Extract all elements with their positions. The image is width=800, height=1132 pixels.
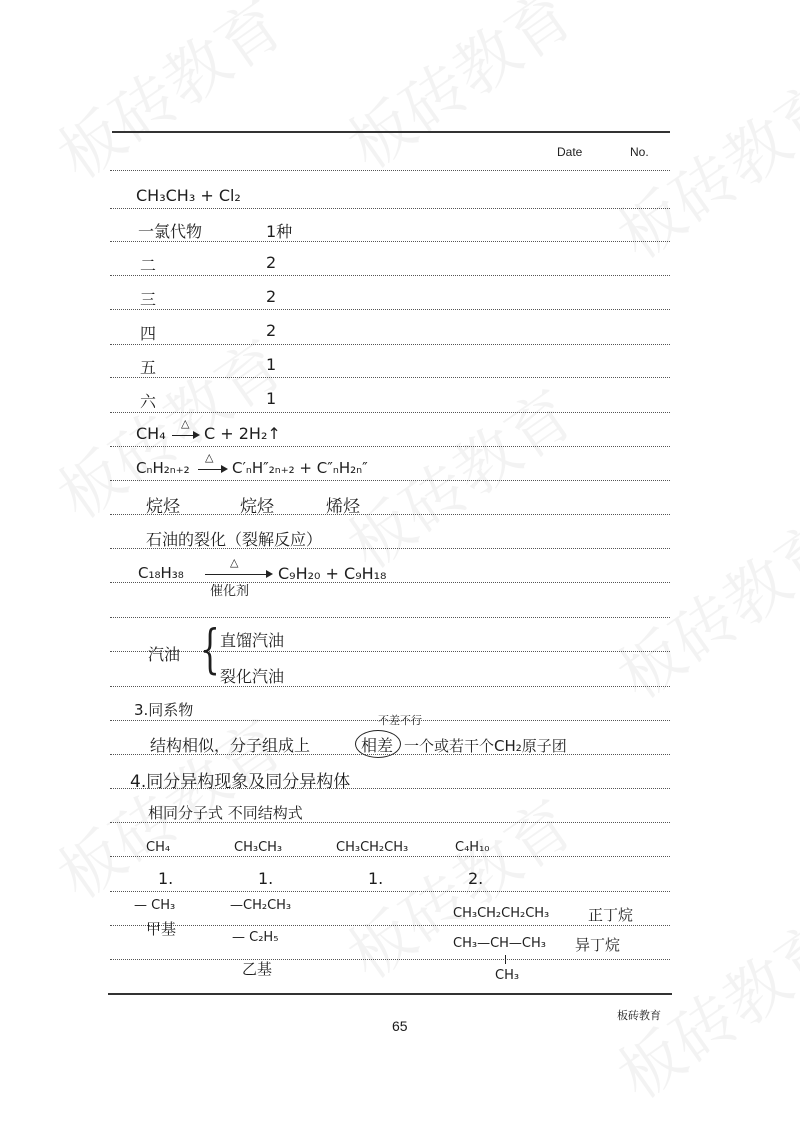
homolog-annotation: 不差不行	[378, 714, 422, 727]
gasoline-type: 裂化汽油	[220, 667, 285, 686]
n-butane-formula: CH₃CH₂CH₂CH₃	[453, 906, 550, 921]
c18-formula: C₁₈H₃₈	[138, 564, 184, 582]
no-label: No.	[630, 145, 649, 159]
cracking-title: 石油的裂化（裂解反应）	[146, 530, 323, 549]
substitution-label: 五	[140, 358, 157, 377]
section-title-isomers: 4.同分异构现象及同分异构体	[130, 772, 351, 792]
brace-icon: {	[200, 620, 220, 680]
watermark	[597, 55, 800, 277]
ruled-line	[110, 412, 670, 413]
class-label: 烯烃	[326, 497, 360, 517]
ruled-line	[110, 377, 670, 378]
homolog-definition: 结构相似，分子组成上	[150, 736, 311, 755]
methane-products: C + 2H₂↑	[204, 424, 281, 443]
gasoline-label: 汽油	[148, 645, 181, 664]
gasoline-type: 直馏汽油	[220, 631, 285, 650]
ruled-line	[110, 514, 670, 515]
homolog-circled-word: 相差	[361, 736, 394, 755]
n-butane-name: 正丁烷	[588, 906, 634, 924]
ruled-line	[110, 891, 670, 892]
isomer-definition: 相同分子式 不同结构式	[148, 804, 303, 822]
section-title-homologs: 3.同系物	[134, 701, 194, 719]
ruled-line	[110, 309, 670, 310]
watermark	[597, 895, 800, 1117]
reaction-arrow	[172, 435, 198, 436]
watermark	[597, 495, 800, 717]
ruled-line	[110, 344, 670, 345]
page-number: 65	[392, 1018, 408, 1034]
ruled-line	[110, 856, 670, 857]
column-formula: CH₄	[146, 840, 171, 855]
substitution-count: 1	[266, 389, 277, 408]
footer-rule	[108, 993, 672, 995]
ruled-line	[110, 480, 670, 481]
heat-symbol: △	[181, 417, 190, 430]
ruled-line	[110, 686, 670, 687]
watermark	[327, 0, 589, 187]
watermark	[327, 775, 589, 997]
ruled-line	[110, 446, 670, 447]
substitution-count: 2	[266, 287, 277, 306]
isomer-count: 1.	[158, 869, 174, 888]
ruled-line	[110, 208, 670, 209]
ruled-line	[110, 651, 670, 652]
ethyl-name: 乙基	[242, 960, 273, 978]
reaction-arrow	[198, 469, 226, 470]
column-formula: C₄H₁₀	[455, 840, 490, 855]
methyl-name: 甲基	[146, 920, 177, 938]
substitution-label: 六	[140, 392, 157, 411]
date-label: Date	[557, 145, 583, 159]
ethyl-group: —CH₂CH₃	[230, 898, 292, 913]
heat-symbol: △	[230, 556, 239, 569]
substitution-label: 三	[140, 290, 157, 309]
isobutane-name: 异丁烷	[575, 936, 621, 954]
ethyl-group-alt: — C₂H₅	[232, 930, 279, 945]
isobutane-branch: CH₃	[495, 968, 520, 983]
homolog-definition-rest: 一个或若干个CH₂原子团	[404, 737, 567, 755]
isobutane-formula: CH₃—CH—CH₃	[453, 936, 546, 951]
substitution-count: 2	[266, 253, 277, 272]
isomer-count: 1.	[258, 869, 274, 888]
isomer-count: 1.	[368, 869, 384, 888]
ruled-line	[110, 925, 670, 926]
ruled-line	[110, 275, 670, 276]
column-formula: CH₃CH₂CH₃	[336, 840, 409, 855]
alkane-cracking-products: C′ₙH″₂ₙ₊₂ + C″ₙH₂ₙ″	[232, 459, 368, 477]
ruled-line	[110, 959, 670, 960]
substitution-count: 1	[266, 355, 277, 374]
substitution-count: 2	[266, 321, 277, 340]
methane-formula: CH₄	[136, 424, 166, 443]
column-formula: CH₃CH₃	[234, 840, 283, 855]
substitution-label: 一氯代物	[138, 222, 203, 241]
watermark	[37, 0, 299, 197]
header-rule	[112, 131, 670, 133]
catalyst-label: 催化剂	[210, 584, 250, 599]
ruled-line	[110, 170, 670, 171]
branch-bond	[505, 955, 506, 964]
ruled-line	[110, 582, 670, 583]
reaction-arrow	[205, 574, 271, 575]
substitution-count: 1种	[266, 222, 293, 241]
isomer-count: 2.	[468, 869, 484, 888]
methyl-group: — CH₃	[134, 898, 176, 913]
class-label: 烷烃	[146, 497, 180, 517]
ruled-line	[110, 617, 670, 618]
brand-label: 板砖教育	[617, 1009, 661, 1022]
substitution-label: 四	[140, 324, 157, 343]
reaction-ethane-chlorine: CH₃CH₃ + Cl₂	[136, 186, 241, 205]
class-label: 烷烃	[240, 497, 274, 517]
c18-products: C₉H₂₀ + C₉H₁₈	[278, 564, 387, 583]
heat-symbol: △	[205, 451, 214, 464]
alkane-general-formula: CₙH₂ₙ₊₂	[136, 459, 190, 477]
substitution-label: 二	[140, 256, 157, 275]
